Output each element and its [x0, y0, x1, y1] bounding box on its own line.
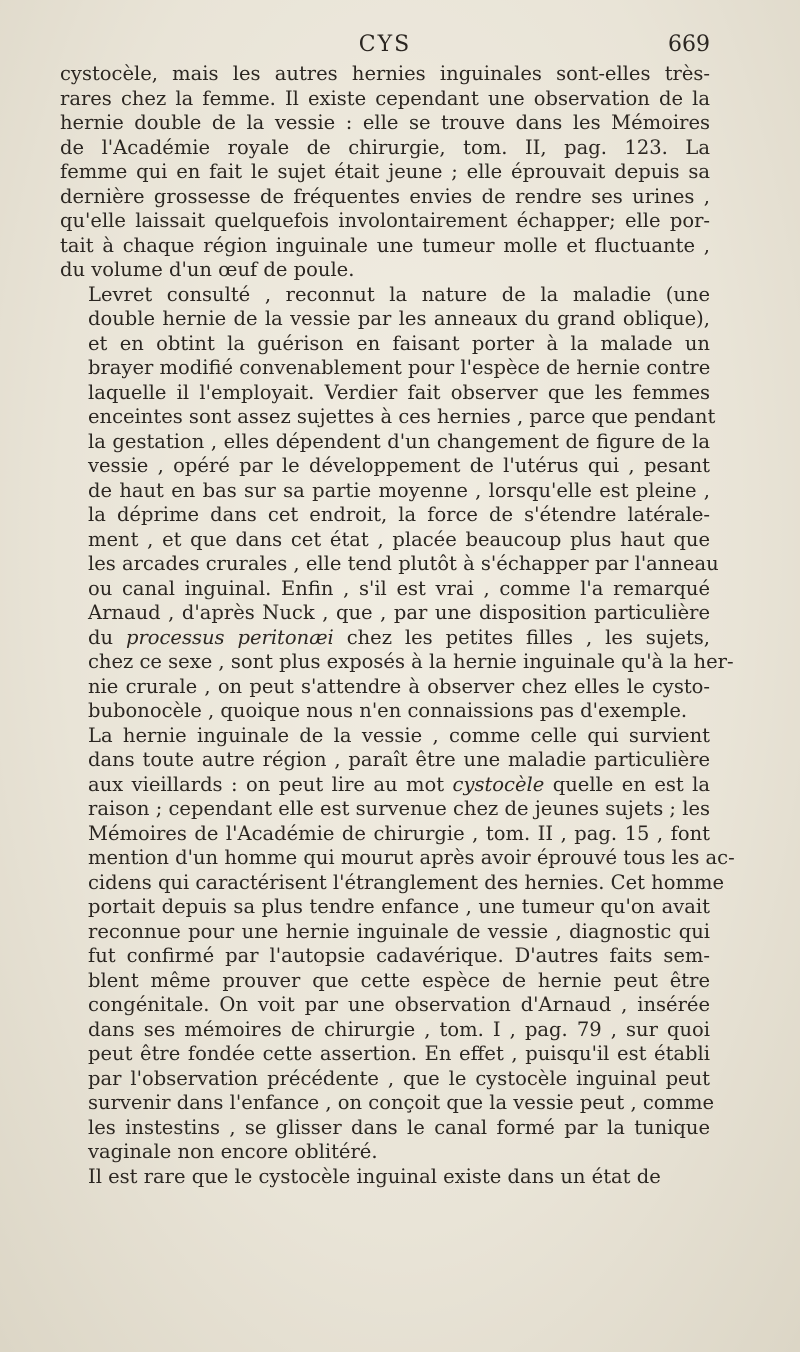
text-line: blent même prouver que cette espèce de hernie peut être [88, 968, 710, 992]
paragraph [60, 723, 735, 1165]
text-line: brayer modifié convenablement pour l'espèce de hernie contre [88, 356, 711, 379]
paragraph [60, 62, 710, 283]
text-line: ou canal inguinal. Enfin , s'il est vrai , comme l'a remarqué [88, 576, 710, 600]
text-line: reconnue pour une hernie inguinale de vessie , diagnostic qui [88, 919, 710, 943]
text-line: survenir dans l'enfance , on conçoit que la vessie peut , comme [88, 1091, 715, 1114]
text-line: peut être fondée cette assertion. En effet , puisqu'il est établi [88, 1042, 710, 1065]
text-line: nie crurale , on peut s'attendre à observer chez elles le cysto- [88, 674, 710, 698]
paragraph [60, 1165, 710, 1190]
text-line: du volume d'un œuf de poule. [60, 258, 355, 281]
text-line: tait à chaque région inguinale une tumeur molle et fluctuante , [60, 233, 710, 257]
text-line: ment , et que dans cet état , placée beaucoup plus haut que [88, 527, 710, 551]
text-line: La hernie inguinale de la vessie , comme celle qui survient [88, 723, 710, 747]
paragraph [60, 282, 734, 724]
text-line: cidens qui caractérisent l'étranglement des hernies. Cet homme [88, 870, 724, 894]
text-line: qu'elle laissait quelquefois involontairement échapper; elle por- [60, 209, 710, 232]
text-line: de l'Académie royale de chirurgie, tom. II, pag. 123. La [60, 135, 710, 159]
text-line: les arcades crurales , elle tend plutôt à s'échapper par l'anneau [88, 552, 719, 575]
text-line: portait depuis sa plus tendre enfance , une tumeur qu'on avait [88, 895, 710, 918]
text-line: enceintes sont assez sujettes à ces hernies , parce que pendant [88, 405, 716, 428]
text-line: vaginale non encore oblitéré. [88, 1140, 378, 1163]
text-line: Levret consulté , reconnut la nature de la maladie (une [88, 282, 710, 306]
text-line: la déprime dans cet endroit, la force de s'étendre latérale- [88, 503, 710, 526]
text-line: bubonocèle , quoique nous n'en connaissions pas d'exemple. [88, 699, 688, 722]
text-line: Arnaud , d'après Nuck , que , par une disposition particulière [88, 601, 710, 624]
text-line: les instestins , se glisser dans le canal formé par la tunique [88, 1115, 710, 1139]
text-line: raison ; cependant elle est survenue chez de jeunes sujets ; les [88, 797, 710, 820]
italic-term: processus peritonæi [125, 625, 334, 649]
text-line: congénitale. On voit par une observation d'Arnaud , insérée [88, 993, 710, 1016]
text-line: cystocèle, mais les autres hernies inguinales sont-elles très- [60, 62, 710, 85]
text-line: Il est rare que le cystocèle inguinal existe dans un état de [88, 1164, 661, 1188]
text-line: laquelle il l'employait. Verdier fait observer que les femmes [88, 380, 710, 404]
text-line: mention d'un homme qui mourut après avoir éprouvé tous les ac- [88, 846, 735, 869]
body-text [60, 62, 735, 1189]
text-line: Mémoires de l'Académie de chirurgie , tom. II , pag. 15 , font [88, 821, 710, 845]
text-line: vessie , opéré par le développement de l'utérus qui , pesant [88, 454, 710, 477]
text-line: dernière grossesse de fréquentes envies de rendre ses urines , [60, 184, 710, 208]
text-line: chez ce sexe , sont plus exposés à la hernie inguinale qu'à la her- [88, 650, 734, 673]
text-line: dans ses mémoires de chirurgie , tom. I , pag. 79 , sur quoi [88, 1017, 710, 1041]
italic-term: cystocèle [452, 772, 545, 796]
text-line: et en obtint la guérison en faisant porter à la malade un [88, 331, 710, 355]
text-line: du processus peritonæi chez les petites filles , les sujets, [88, 625, 710, 649]
text-line: aux vieillards : on peut lire au mot cystocèle quelle en est la [88, 772, 710, 796]
text-line: double hernie de la vessie par les anneaux du grand oblique), [88, 307, 710, 330]
text-line: la gestation , elles dépendent d'un changement de figure de la [88, 429, 710, 453]
text-line: femme qui en fait le sujet était jeune ; elle éprouvait depuis sa [60, 160, 710, 183]
text-line: dans toute autre région , paraît être une maladie particulière [88, 748, 710, 771]
text-line: de haut en bas sur sa partie moyenne , lorsqu'elle est pleine , [88, 478, 710, 502]
page-number: 669 [668, 32, 710, 57]
text-line: par l'observation précédente , que le cystocèle inguinal peut [88, 1066, 710, 1090]
text-line: rares chez la femme. Il existe cependant une observation de la [60, 86, 710, 110]
text-line: hernie double de la vessie : elle se trouve dans les Mémoires [60, 111, 710, 134]
page-header [60, 32, 710, 62]
running-title: CYS [358, 32, 412, 57]
text-line: fut confirmé par l'autopsie cadavérique. D'autres faits sem- [88, 944, 710, 967]
